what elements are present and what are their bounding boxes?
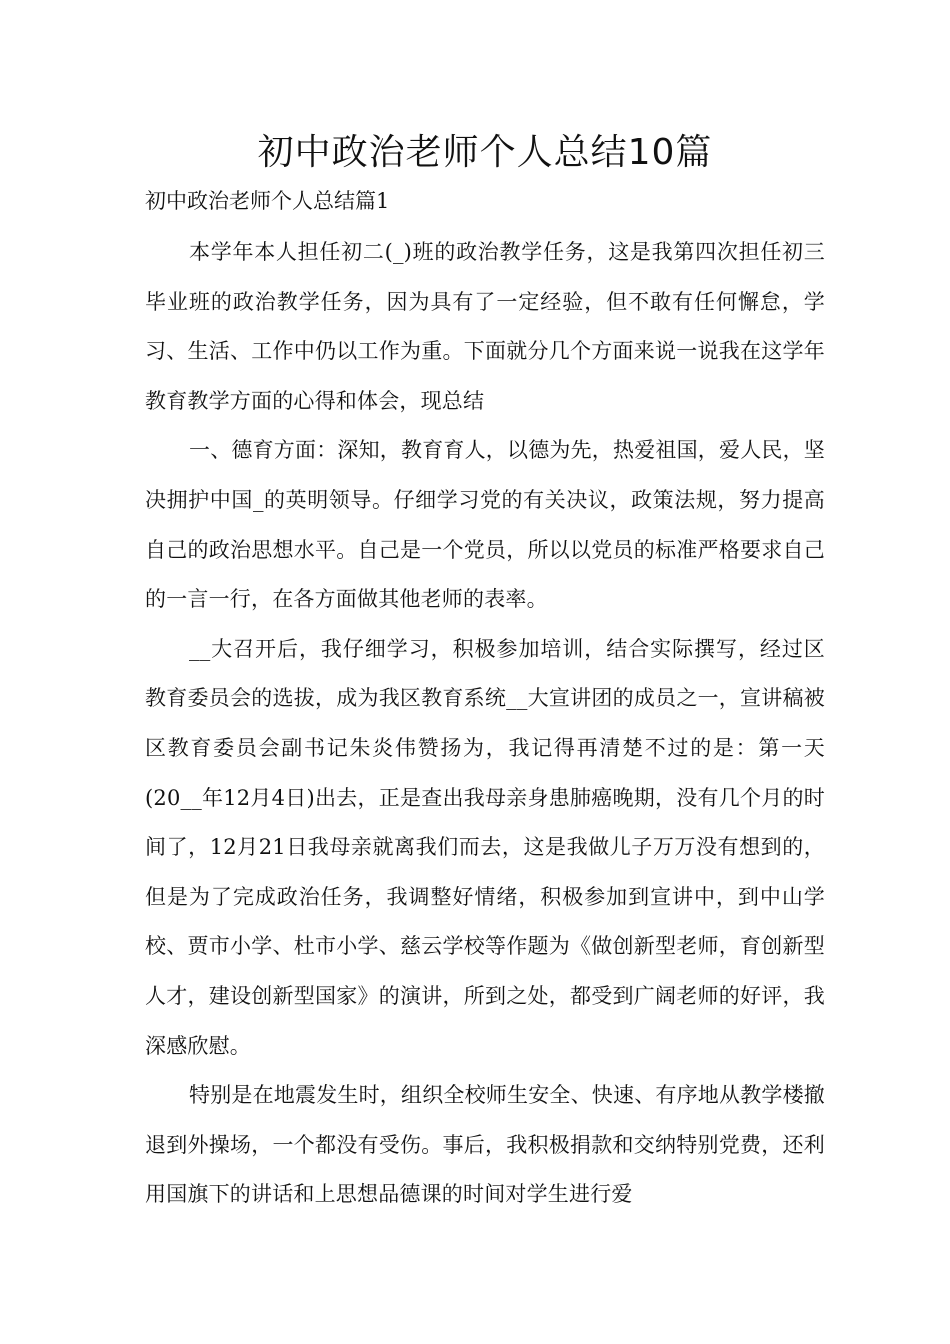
paragraph-lecture-group: __大召开后，我仔细学习，积极参加培训，结合实际撰写，经过区教育委员会的选拔，成为我区教育系统__大宣讲团的成员之一，宣讲稿被区教育委员会副书记朱炎伟赞扬为，我记得再清楚不过的是：第一天(20__年12月4日)出去，正是查出我母亲身患肺癌晚期，没有几个月的时间了，12月21日我母亲就离我们而去，这是我做儿子万万没有想到的，但是为了完成政治任务，我调整好情绪，积极参加到宣讲中，到中山学校、贾市小学、杜市小学、慈云学校等作题为《做创新型老师，育创新型人才，建设创新型国家》的演讲，所到之处，都受到广阔老师的好评，我深感欣慰。 — [145, 636, 825, 1058]
paragraph-intro: 本学年本人担任初二(_)班的政治教学任务，这是我第四次担任初三毕业班的政治教学任务，因为具有了一定经验，但不敢有任何懈怠，学习、生活、工作中仍以工作为重。下面就分几个方面来说一说我在这学年教育教学方面的心得和体会，现总结 — [145, 240, 825, 413]
section-heading: 初中政治老师个人总结篇1 — [145, 189, 390, 213]
document-body — [145, 228, 825, 1220]
paragraph-earthquake: 特别是在地震发生时，组织全校师生安全、快速、有序地从教学楼撤退到外操场，一个都没有受伤。事后，我积极捐款和交纳特别党费，还利用国旗下的讲话和上思想品德课的时间对学生进行爱 — [145, 1083, 825, 1207]
document-title: 初中政治老师个人总结10篇 — [257, 132, 713, 173]
paragraph-moral-education: 一、德育方面：深知，教育育人，以德为先，热爱祖国，爱人民，坚决拥护中国_的英明领导。仔细学习党的有关决议，政策法规，努力提高自己的政治思想水平。自己是一个党员，所以以党员的标准严格要求自己的一言一行，在各方面做其他老师的表率。 — [145, 438, 825, 612]
document-page — [145, 0, 825, 1344]
